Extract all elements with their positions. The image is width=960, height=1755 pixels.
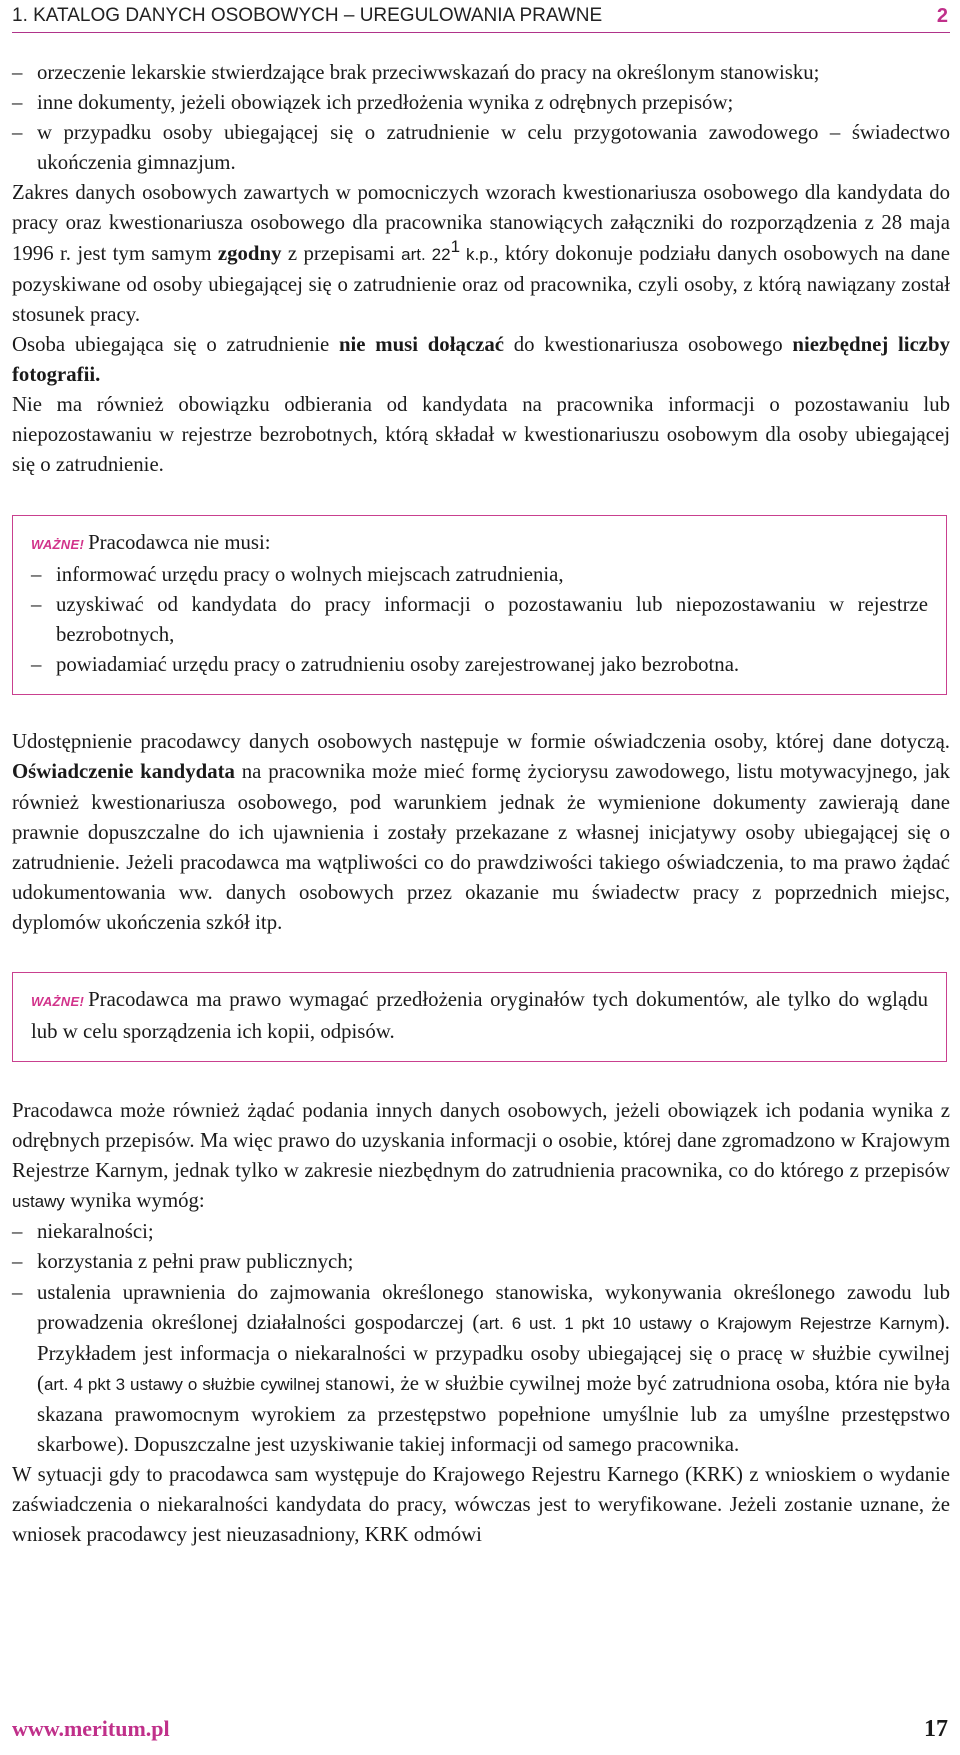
list-item: – korzystania z pełni praw publicznych; — [12, 1247, 950, 1277]
box-intro: Pracodawca nie musi: — [88, 531, 271, 555]
list-item: – informować urzędu pracy o wolnych miejscach zatrudnienia, — [31, 560, 928, 590]
text-run: na pracownika może mieć formę życiorysu zawodowego, listu motywacyjnego, jak również kwestionariusza osobowego, pod warunkiem jednak że wymienione dokumenty zawierają dane prawnie dopuszczalne do ich ujawnienia i zostały przekazane z własnej inicjatywy osoby ubiegającej się o zatrudnienie. Jeżeli pracodawca ma wątpliwości co do prawdziwości takiego oświadczenia, to ma prawo żądać udokumentowania ww. danych osobowych przez okazanie mu świadectw pracy z poprzednich miejsc, dyplomów ukończenia szkół itp. — [12, 760, 950, 934]
text-run: Udostępnienie pracodawcy danych osobowych następuje w formie oświadczenia osoby, której dane dotyczą. — [12, 730, 950, 754]
paragraph-zakres — [12, 178, 950, 329]
list-item: – inne dokumenty, jeżeli obowiązek ich przedłożenia wynika z odrębnych przepisów; — [12, 88, 950, 118]
chapter-number: 2 — [936, 4, 948, 27]
list-item: – niekaralności; — [12, 1217, 950, 1247]
bold-run: Oświadczenie kandydata — [12, 760, 235, 784]
list-item: – ustalenia uprawnienia do zajmowania określonego stanowiska, wykonywania określonego zawodu lub prowadzenia określonej działalności gospodarczej (art. 6 ust. 1 pkt 10 ustawy o Krajowym Rejestrze Karnym). Przykładem jest informacja o niekaralności w przypadku osoby ubiegającej się o pracę w służbie cywilnej (art. 4 pkt 3 ustawy o służbie cywilnej stanowi, że w służbie cywilnej może być zatrudniona osoba, która nie była skazana prawomocnym wyrokiem za przestępstwo popełnione umyślnie lub za umyślne przestępstwo skarbowe). Dopuszczalne jest uzyskiwanie takiej informacji od samego pracownika. — [12, 1278, 950, 1461]
paragraph-oswiadczenie — [12, 727, 950, 938]
footer-url[interactable]: www.meritum.pl — [12, 1716, 170, 1741]
paragraph-fotografie — [12, 330, 950, 390]
paragraph-text: W sytuacji gdy to pracodawca sam występuje do Krajowego Rejestru Karnego (KRK) z wnioskiem o wydanie zaświadczenia o niekaralności kandydata do pracy, wówczas jest to weryfikowane. Jeżeli zostanie uznane, że wniosek pracodawcy jest nieuzasadniony, KRK odmówi — [12, 1463, 950, 1547]
text-run: Osoba ubiegająca się o zatrudnienie — [12, 332, 339, 356]
list-item-text: korzystania z pełni praw publicznych; — [37, 1250, 354, 1274]
list-item: – powiadamiać urzędu pracy o zatrudnieniu osoby zarejestrowanej jako bezrobotna. — [31, 650, 928, 680]
text-run: z przepisami — [281, 241, 402, 265]
page-footer — [12, 1714, 948, 1744]
list-item-text: uzyskiwać od kandydata do pracy informacji o pozostawaniu lub niepozostawaniu w rejestrze bezrobotnych, — [56, 593, 928, 647]
header-title: 1. KATALOG DANYCH OSOBOWYCH – UREGULOWANIA PRAWNE — [12, 5, 603, 26]
text-run: ). Przykładem jest informacja o niekaralności w przypadku osoby ubiegającej się o pracę w służbie cywilnej ( — [37, 1310, 950, 1395]
list-item-text: inne dokumenty, jeżeli obowiązek ich przedłożenia wynika z odrębnych przepisów; — [37, 91, 734, 115]
box-text: Pracodawca ma prawo wymagać przedłożenia oryginałów tych dokumentów, ale tylko do wglądu lub w celu sporządzenia ich kopii, odpisów. — [31, 987, 928, 1043]
list-item-text: niekaralności; — [37, 1220, 154, 1244]
text-run: Zakres danych osobowych zawartych w pomocniczych wzorach kwestionariusza osobowego dla kandydata do pracy oraz kwestionariusza osobowego dla pracownika stanowiących załączniki do rozporządzenia z 28 maja 1996 r. jest tym samym — [12, 181, 950, 265]
important-label: WAŻNE! — [31, 993, 85, 1009]
paragraph-krk — [12, 1096, 950, 1550]
list-item-text: w przypadku osoby ubiegającej się o zatrudnienie w celu przygotowania zawodowego – świadectwo ukończenia gimnazjum. — [37, 121, 950, 175]
text-run: , który dokonuje podziału danych osobowych na dane pozyskiwane od osoby ubiegającej się o zatrudnienie oraz od pracownika, czyli osoby, z którą nawiązany został stosunek pracy. — [12, 241, 950, 326]
list-item-text: orzeczenie lekarskie stwierdzające brak przeciwwskazań do pracy na określonym stanowisku; — [37, 61, 820, 84]
text-run: Pracodawca może również żądać podania innych danych osobowych, jeżeli obowiązek ich podania wynika z odrębnych przepisów. Ma więc prawo do uzyskania informacji o osobie, której dane zgromadzono w Krajowym Rejestrze Karnym, jednak tylko w zakresie niezbędnym do zatrudnienia pracownika, co do którego z przepisów — [12, 1098, 950, 1183]
important-box-2 — [12, 972, 947, 1062]
legal-reference: k.p. — [465, 244, 494, 264]
running-header — [12, 0, 950, 33]
list-item: – w przypadku osoby ubiegającej się o zatrudnienie w celu przygotowania zawodowego – świadectwo ukończenia gimnazjum. — [12, 118, 950, 178]
paragraph-text: Nie ma również obowiązku odbierania od kandydata na pracownika informacji o pozostawaniu lub niepozostawaniu w rejestrze bezrobotnych, którą składał w kwestionariuszu osobowym dla osoby ubiegającej się o zatrudnienie. — [12, 393, 950, 477]
page-number: 17 — [924, 1715, 948, 1742]
legal-reference: art. 4 pkt 3 ustawy o służbie cywilnej — [43, 1374, 320, 1394]
list-item-text: powiadamiać urzędu pracy o zatrudnieniu osoby zarejestrowanej jako bezrobotna. — [56, 653, 740, 677]
list-item-text: informować urzędu pracy o wolnych miejscach zatrudnienia, — [56, 563, 564, 587]
document-list-1 — [12, 58, 950, 178]
text-run: wynika wymóg: — [64, 1189, 205, 1213]
legal-reference: ustawy — [12, 1192, 65, 1212]
list-item: – uzyskiwać od kandydata do pracy informacji o pozostawaniu lub niepozostawaniu w rejestrze bezrobotnych, — [31, 590, 928, 650]
important-label: WAŻNE! — [31, 537, 85, 553]
legal-reference: art. 6 ust. 1 pkt 10 ustawy o Krajowym Rejestrze Karnym — [479, 1313, 938, 1333]
paragraph-rejestr — [12, 390, 950, 480]
page-body — [12, 58, 950, 1550]
text-run: stanowi, że w służbie cywilnej może być zatrudniona osoba, która nie była skazana prawomocnym wyrokiem za przestępstwo popełnione umyślnie lub za umyślne przestępstwo skarbowe). Dopuszczalne jest uzyskiwanie takiej informacji od samego pracownika. — [37, 1371, 950, 1456]
legal-reference: art. 22 — [401, 244, 451, 264]
text-run: ustalenia uprawnienia do zajmowania określonego stanowiska, wykonywania określonego zawodu lub prowadzenia określonej działalności gospodarczej ( — [37, 1280, 950, 1334]
list-item-text — [37, 1278, 950, 1461]
bold-run: niezbędnej liczby fotografii. — [12, 332, 951, 386]
list-item: – orzeczenie lekarskie stwierdzające brak przeciwwskazań do pracy na określonym stanowisku; — [12, 58, 950, 88]
important-box-1 — [12, 515, 947, 695]
bold-run: nie musi dołączać — [338, 332, 504, 356]
bold-run: zgodny — [217, 241, 282, 265]
superscript: 1 — [450, 236, 461, 256]
text-run: do kwestionariusza osobowego — [503, 332, 793, 356]
